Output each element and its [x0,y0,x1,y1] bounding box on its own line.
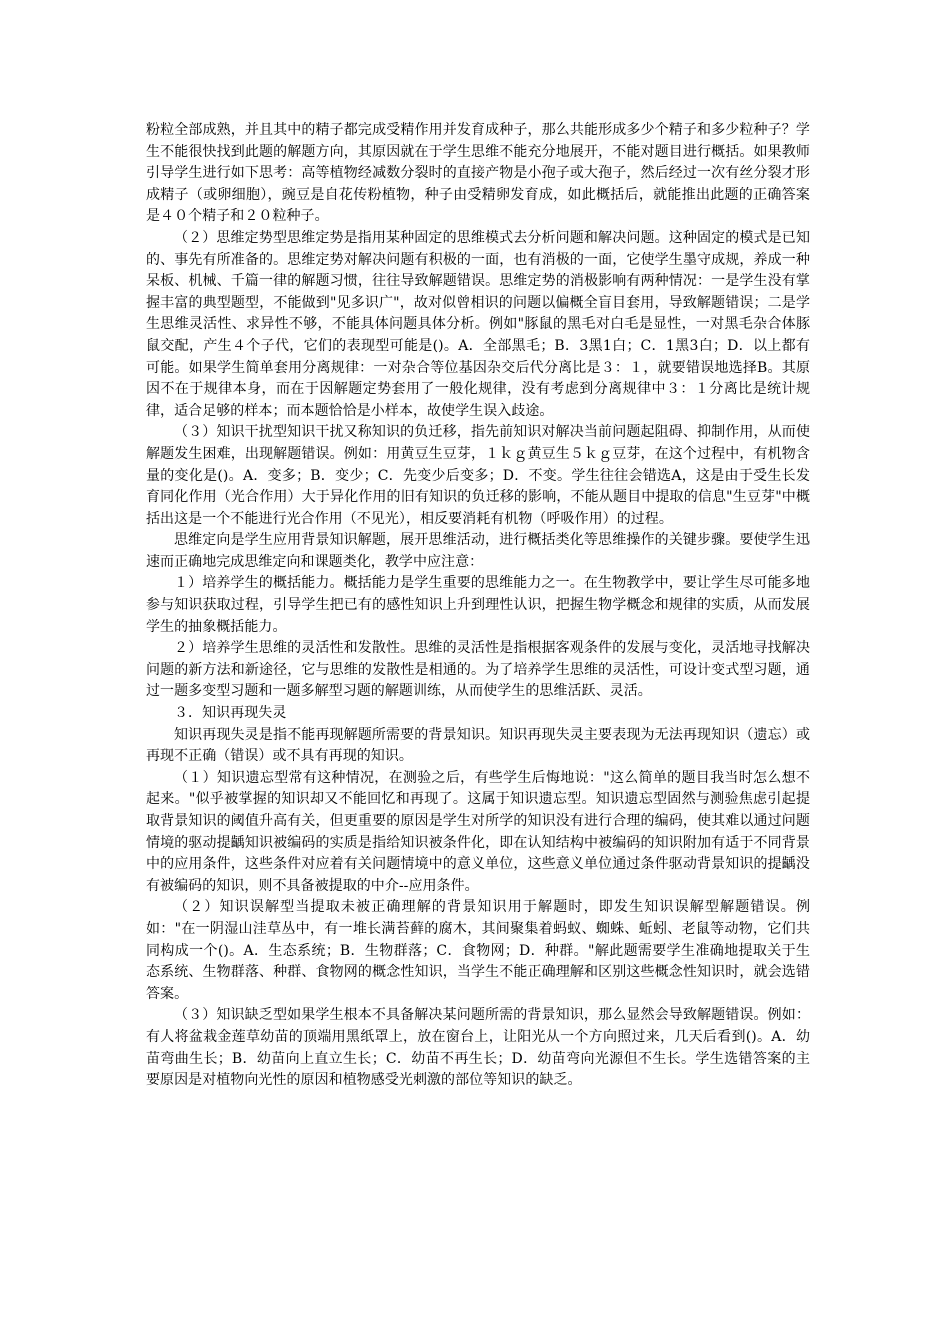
paragraph-thinking-set: （２）思维定势型思维定势是指用某种固定的思维模式去分析问题和解决问题。这种固定的模式是已知的、事先有所准备的。思维定势对解决问题有积极的一面，也有消极的一面，它使学生墨守成规，养成一种呆板、机械、千篇一律的解题习惯，往往导致解题错误。思维定势的消极影响有两种情况：一是学生没有掌握丰富的典型题型，不能做到"见多识广"，故对似曾相识的问题以偏概全盲目套用，导致解题错误；二是学生思维灵活性、求异性不够，不能具体问题具体分析。例如"豚鼠的黑毛对白毛是显性，一对黑毛杂合体豚鼠交配，产生４个子代，它们的表现型可能是()。A．全部黑毛；B．3黑1白；C．1黑3白；D．以上都有可能。如果学生简单套用分离规律：一对杂合等位基因杂交后代分离比是３：１，就要错误地选择B。其原因不在于规律本身，而在于因解题定势套用了一般化规律，没有考虑到分离规律中３：１分离比是统计规律，适合足够的样本；而本题恰恰是小样本，故使学生误入歧途。 [146,229,810,419]
paragraph-thinking-flexibility: ２）培养学生思维的灵活性和发散性。思维的灵活性是指根据客观条件的发展与变化，灵活地寻找解决问题的新方法和新途径，它与思维的发散性是相通的。为了培养学生思维的灵活性，可设计变式型习题，通过一题多变型习题和一题多解型习题的解题训练，从而使学生的思维活跃、灵活。 [146,640,810,700]
paragraph-continuation: 粉粒全部成熟，并且其中的精子都完成受精作用并发育成种子，那么共能形成多少个精子和多少粒种子？学生不能很快找到此题的解题方向，其原因就在于学生思维不能充分地展开，不能对题目进行概括。如果教师引导学生进行如下思考：高等植物经减数分裂时的直接产物是小孢子或大孢子，然后经过一次有丝分裂才形成精子（或卵细胞），豌豆是自花传粉植物，种子由受精卵发育成，如此概括后，就能推出此题的正确答案是４０个精子和２０粒种子。 [146,122,810,225]
paragraph-recall-failure: 知识再现失灵是指不能再现解题所需要的背景知识。知识再现失灵主要表现为无法再现知识（遗忘）或再现不正确（错误）或不具有再现的知识。 [146,726,810,765]
paragraph-knowledge-lack-type: （３）知识缺乏型如果学生根本不具备解决某问题所需的背景知识，那么显然会导致解题错误。例如：有人将盆栽金莲草幼苗的顶端用黑纸罩上，放在窗台上，让阳光从一个方向照过来，几天后看到()。A．幼苗弯曲生长；B．幼苗向上直立生长；C．幼苗不再生长；D．幼苗弯向光源但不生长。学生选错答案的主要原因是对植物向光性的原因和植物感受光刺激的部位等知识的缺乏。 [146,1007,810,1089]
paragraph-forgetting-type: （１）知识遗忘型常有这种情况，在测验之后，有些学生后悔地说："这么简单的题目我当时怎么想不起来。"似乎被掌握的知识却又不能回忆和再现了。这属于知识遗忘型。知识遗忘型固然与测验焦虑引起提取背景知识的阈值升高有关，但更重要的原因是学生对所学的知识没有进行合理的编码，使其难以通过问题情境的驱动提齲知识被编码的实质是指给知识被条件化，即在认知结构中被编码的知识附加有适于不同背景中的应用条件，这些条件对应着有关问题情境中的意义单位，这些意义单位通过条件驱动背景知识的提齲没有被编码的知识，则不具备被提取的中介--应用条件。 [146,769,810,894]
document-body [0,120,950,1092]
paragraph-thinking-orientation: 思维定向是学生应用背景知识解题，展开思维活动，进行概括类化等思维操作的关键步骤。要使学生迅速而正确地完成思维定向和课题类化，教学中应注意： [146,532,810,570]
section-heading-knowledge-recall: ３．知识再现失灵 [174,705,287,722]
paragraph-generalization-ability: １）培养学生的概括能力。概括能力是学生重要的思维能力之一。在生物教学中，要让学生尽可能多地参与知识获取过程，引导学生把已有的感性知识上升到理性认识，把握生物学概念和规律的实质，从而发展学生的抽象概括能力。 [146,575,810,635]
paragraph-misunderstanding-type: （２）知识误解型当提取未被正确理解的背景知识用于解题时，即发生知识误解型解题错误。例如："在一阴湿山洼草丛中，有一堆长满苔藓的腐木，其间聚集着蚂蚁、蜘蛛、蚯蚓、老鼠等动物，它们共同构成一个()。A．生态系统；B．生物群落；C．食物网；D．种群。"解此题需要学生准确地提取关于生态系统、生物群落、种群、食物网的概念性知识，当学生不能正确理解和区别这些概念性知识时，就会选错答案。 [146,899,810,1002]
paragraph-knowledge-interference: （３）知识干扰型知识干扰又称知识的负迁移，指先前知识对解决当前问题起阻碍、抑制作用，从而使解题发生困难，出现解题错误。例如：用黄豆生豆芽，１ｋｇ黄豆生５ｋｇ豆芽，在这个过程中，有机物含量的变化是()。A．变多；B．变少；C．先变少后变多；D．不变。学生往往会错选A，这是由于受生长发育同化作用（光合作用）大于异化作用的旧有知识的负迁移的影响，不能从题目中提取的信息"生豆芽"中概括出这是一个不能进行光合作用（不见光），相反要消耗有机物（呼吸作用）的过程。 [146,424,810,527]
